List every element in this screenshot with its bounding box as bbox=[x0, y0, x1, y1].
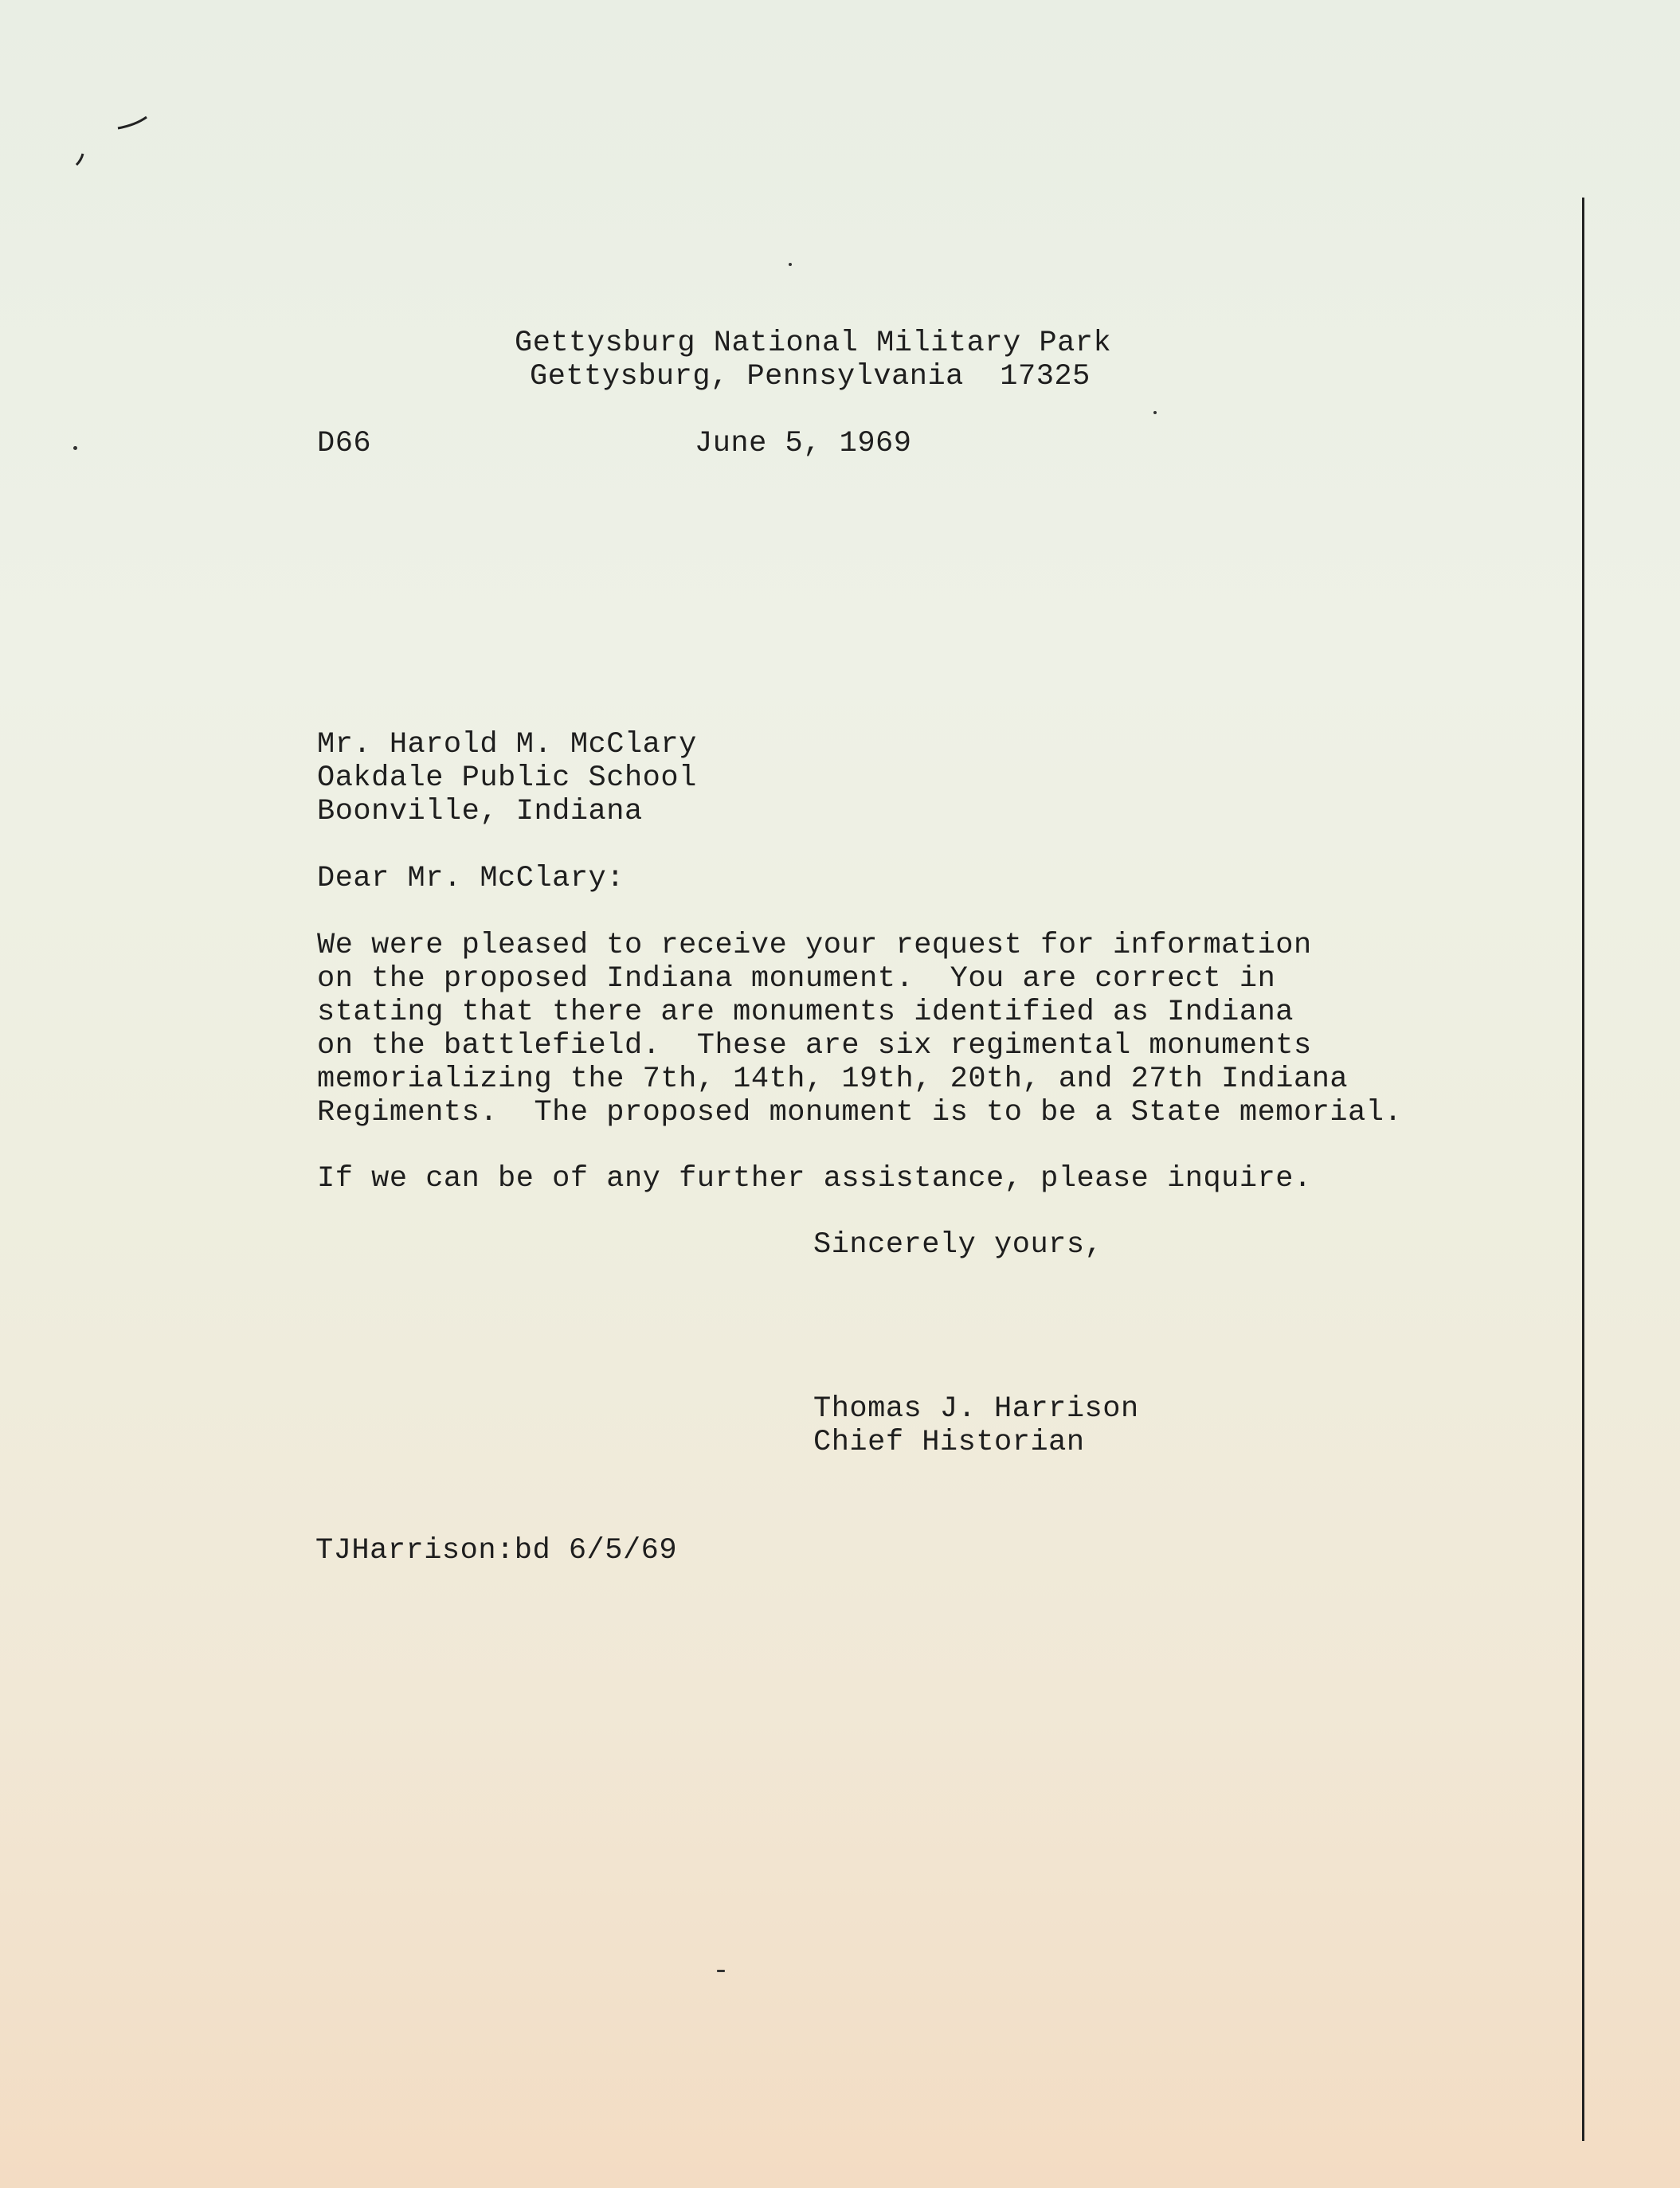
salutation: Dear Mr. McClary: bbox=[317, 862, 625, 895]
paper-speck bbox=[73, 446, 77, 450]
letter-date: June 5, 1969 bbox=[695, 427, 912, 460]
body-line: stating that there are monuments identified as Indiana bbox=[317, 996, 1294, 1029]
body-line: Regiments. The proposed monument is to be a State memorial. bbox=[317, 1096, 1403, 1129]
body-line: on the battlefield. These are six regimental monuments bbox=[317, 1029, 1312, 1063]
pencil-check-mark bbox=[70, 108, 158, 179]
paper-speck bbox=[717, 1970, 725, 1972]
signer-name: Thomas J. Harrison bbox=[813, 1392, 1139, 1426]
signer-title: Chief Historian bbox=[813, 1426, 1085, 1459]
letterhead-line-1: Gettysburg National Military Park bbox=[515, 327, 1112, 360]
body-line: on the proposed Indiana monument. You are correct in bbox=[317, 962, 1276, 996]
body-line: memorializing the 7th, 14th, 19th, 20th, and 27th Indiana bbox=[317, 1063, 1349, 1096]
letterhead-line-2: Gettysburg, Pennsylvania 17325 bbox=[530, 360, 1091, 393]
recipient-organization: Oakdale Public School bbox=[317, 761, 697, 795]
recipient-name: Mr. Harold M. McClary bbox=[317, 728, 697, 761]
margin-rule-line bbox=[1582, 198, 1584, 2141]
body-paragraph-2: If we can be of any further assistance, please inquire. bbox=[317, 1162, 1312, 1196]
reference-initials: TJHarrison:bd 6/5/69 bbox=[315, 1534, 678, 1568]
body-line: We were pleased to receive your request for information bbox=[317, 929, 1312, 962]
closing: Sincerely yours, bbox=[813, 1228, 1103, 1262]
recipient-city: Boonville, Indiana bbox=[317, 795, 643, 828]
paper-speck bbox=[789, 263, 792, 266]
paper-speck bbox=[1153, 411, 1157, 414]
file-code: D66 bbox=[317, 427, 372, 460]
